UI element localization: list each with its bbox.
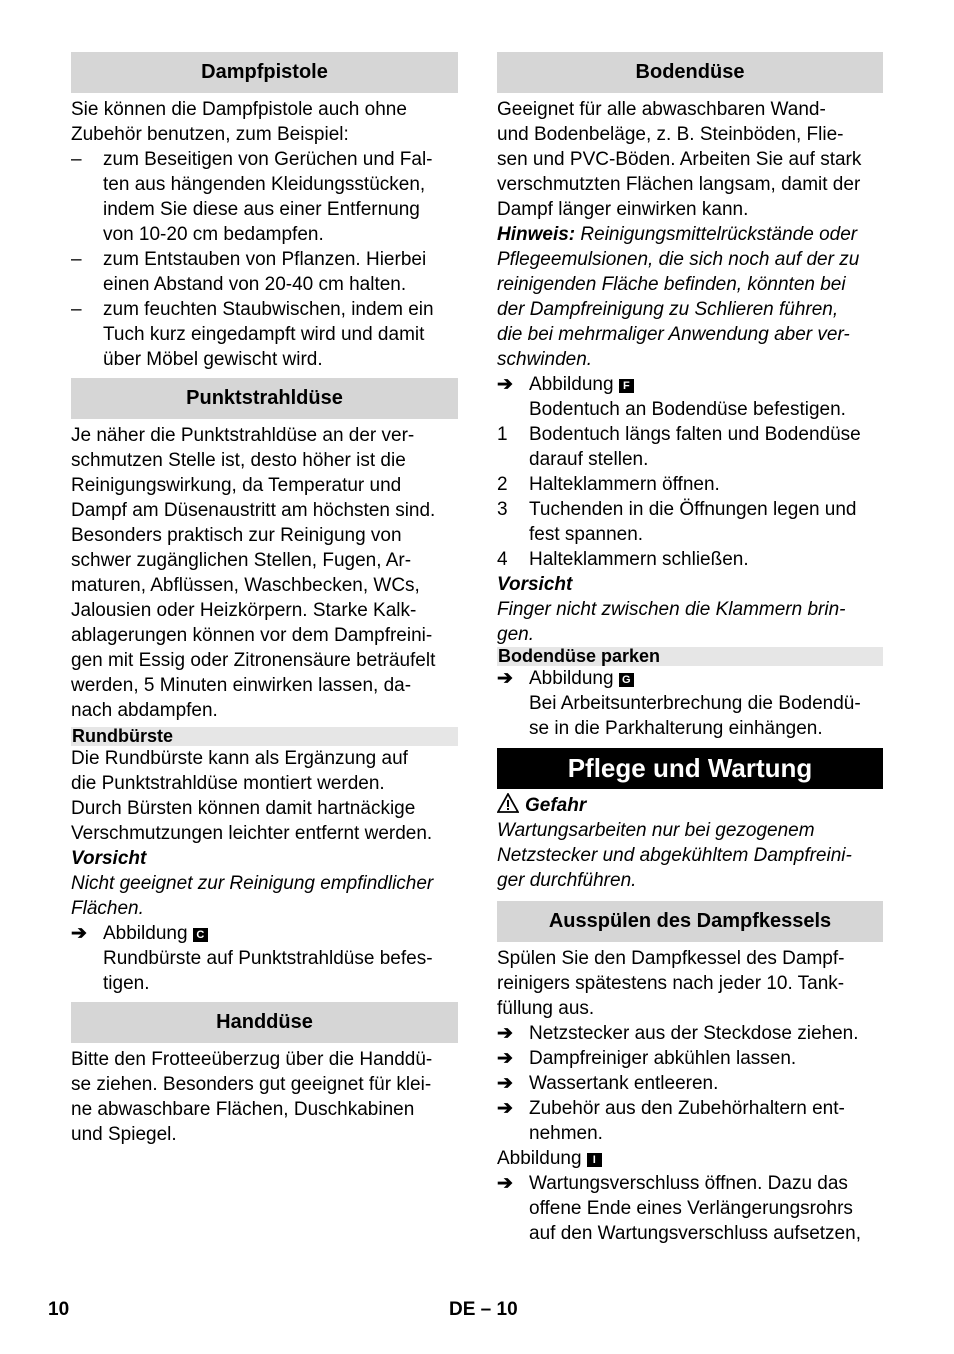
arrow-item	[497, 1046, 883, 1071]
figure-reference: Abbildung I	[497, 1146, 883, 1171]
step-item	[497, 472, 883, 497]
text-line: Bodentuch an Bodendüse befestigen.	[529, 399, 846, 420]
text-line: maturen, Abflüssen, Waschbecken, WCs,	[71, 575, 420, 596]
text-line: zum Beseitigen von Gerüchen und Fal-	[103, 149, 433, 170]
text-line: fest spannen.	[529, 524, 644, 545]
dash-bullet: –	[71, 149, 82, 170]
figure-instruction	[497, 372, 883, 422]
text-line: Rundbürste auf Punktstrahldüse befes-	[103, 948, 433, 969]
danger-title: Gefahr	[497, 793, 883, 818]
step-item	[497, 422, 883, 472]
text-line: reinigers spätestens nach jeder 10. Tank-	[497, 973, 845, 994]
figure-reference: Abbildung F	[529, 372, 883, 397]
figure-badge-icon: F	[619, 379, 634, 393]
text-line: Halteklammern schließen.	[529, 549, 749, 570]
text-line: verschmutzten Flächen langsam, damit der	[497, 174, 861, 195]
text-line: sen und PVC-Böden. Arbeiten Sie auf stark	[497, 149, 862, 170]
list-item	[71, 297, 458, 372]
arrow-icon: ➔	[497, 1173, 513, 1194]
figure-badge-icon: G	[619, 673, 634, 687]
arrow-item	[497, 1171, 883, 1246]
text-line: schwer zugänglichen Stellen, Fugen, Ar-	[71, 550, 412, 571]
step-item	[497, 547, 883, 572]
arrow-icon: ➔	[497, 1098, 513, 1119]
text-line: Spülen Sie den Dampfkessel des Dampf-	[497, 948, 845, 969]
left-column	[71, 52, 458, 1147]
text-line: Netzstecker aus der Steckdose ziehen.	[529, 1023, 859, 1044]
text-line: Tuch kurz eingedampft wird und damit	[103, 324, 425, 345]
step-number: 1	[497, 424, 508, 445]
figure-reference: Abbildung G	[529, 666, 883, 691]
text-line: Bodentuch längs falten und Bodendüse	[529, 424, 861, 445]
arrow-item	[497, 1071, 883, 1096]
heading-ausspuelen: Ausspülen des Dampfkessels	[497, 901, 883, 942]
note-line: reinigenden Fläche befinden, könnten bei	[497, 274, 846, 295]
step-number: 4	[497, 549, 508, 570]
figure-badge-icon: C	[193, 928, 208, 942]
text-line: Tuchenden in die Öffnungen legen und	[529, 499, 857, 520]
arrow-icon: ➔	[497, 1048, 513, 1069]
text-line: über Möbel gewischt wird.	[103, 349, 323, 370]
text-line: Durch Bürsten können damit hartnäckige	[71, 798, 416, 819]
text-line: auf den Wartungsverschluss aufsetzen,	[529, 1223, 861, 1244]
danger-text: Netzstecker und abgekühltem Dampfreini-	[497, 845, 852, 866]
warning-triangle-icon	[497, 793, 519, 813]
note-line: Hinweis: Reinigungsmittelrückstände oder	[497, 224, 858, 245]
right-column	[497, 52, 883, 1246]
heading-dampfpistole: Dampfpistole	[71, 52, 458, 93]
text-line: Je näher die Punktstrahldüse an der ver-	[71, 425, 415, 446]
text-line: Halteklammern öffnen.	[529, 474, 720, 495]
text-line: werden, 5 Minuten einwirken lassen, da-	[71, 675, 412, 696]
heading-punktstrahlduese: Punktstrahldüse	[71, 378, 458, 419]
page-label: DE – 10	[449, 1299, 518, 1320]
text-line: se in die Parkhalterung einhängen.	[529, 718, 823, 739]
text-line: Bei Arbeitsunterbrechung die Bodendü-	[529, 693, 861, 714]
arrow-icon: ➔	[497, 668, 513, 689]
text-line: und Bodenbeläge, z. B. Steinböden, Flie-	[497, 124, 844, 145]
arrow-item	[497, 1021, 883, 1046]
list-item	[71, 247, 458, 297]
heading-handduese: Handdüse	[71, 1002, 458, 1043]
step-number: 3	[497, 499, 508, 520]
text-line: offene Ende eines Verlängerungsrohrs	[529, 1198, 853, 1219]
text-line: ne abwaschbare Flächen, Duschkabinen	[71, 1099, 415, 1120]
caution-title: Vorsicht	[497, 574, 573, 595]
text-line: Geeignet für alle abwaschbaren Wand-	[497, 99, 826, 120]
arrow-item	[497, 1096, 883, 1146]
danger-text: ger durchführen.	[497, 870, 637, 891]
heading-rundbuerste: Rundbürste	[71, 727, 458, 746]
text-line: von 10-20 cm bedampfen.	[103, 224, 324, 245]
text-line: Dampf am Düsenaustritt am höchsten sind.	[71, 500, 436, 521]
text-line: se ziehen. Besonders gut geeignet für klei-	[71, 1074, 432, 1095]
text-line: und Spiegel.	[71, 1124, 177, 1145]
note-line: der Dampfreinigung zu Schlieren führen,	[497, 299, 839, 320]
figure-badge-icon: I	[587, 1153, 602, 1167]
text-line: Zubehör benutzen, zum Beispiel:	[71, 124, 349, 145]
caution-text: Flächen.	[71, 898, 144, 919]
step-item	[497, 497, 883, 547]
arrow-icon: ➔	[497, 374, 513, 395]
text-line: Verschmutzungen leichter entfernt werden.	[71, 823, 433, 844]
caution-text: gen.	[497, 624, 534, 645]
arrow-icon: ➔	[71, 923, 87, 944]
heading-bodenduese-parken: Bodendüse parken	[497, 647, 883, 666]
text-line: ten aus hängenden Kleidungsstücken,	[103, 174, 426, 195]
note-line: schwinden.	[497, 349, 593, 370]
text-line: Jalousien oder Heizkörpern. Starke Kalk-	[71, 600, 417, 621]
caution-text: Nicht geeignet zur Reinigung empfindlicher	[71, 873, 434, 894]
text-line: gen mit Essig oder Zitronensäure beträufelt	[71, 650, 436, 671]
list-item	[71, 147, 458, 247]
caution-title: Vorsicht	[71, 848, 147, 869]
text-line: indem Sie diese aus einer Entfernung	[103, 199, 420, 220]
text-line: die Punktstrahldüse montiert werden.	[71, 773, 385, 794]
text-line: Die Rundbürste kann als Ergänzung auf	[71, 748, 408, 769]
note-line: die bei mehrmaliger Anwendung aber ver-	[497, 324, 850, 345]
text-line: Wassertank entleeren.	[529, 1073, 719, 1094]
text-line: Besonders praktisch zur Reinigung von	[71, 525, 402, 546]
text-line: Sie können die Dampfpistole auch ohne	[71, 99, 407, 120]
text-line: Bitte den Frotteeüberzug über die Handdü-	[71, 1049, 433, 1070]
note-line: Pflegeemulsionen, die sich noch auf der zu	[497, 249, 860, 270]
text-line: darauf stellen.	[529, 449, 649, 470]
danger-text: Wartungsarbeiten nur bei gezogenem	[497, 820, 815, 841]
heading-bodenduese: Bodendüse	[497, 52, 883, 93]
text-line: zum Entstauben von Pflanzen. Hierbei	[103, 249, 427, 270]
caution-text: Finger nicht zwischen die Klammern brin-	[497, 599, 846, 620]
note-label: Hinweis:	[497, 224, 576, 245]
text-line: einen Abstand von 20-40 cm halten.	[103, 274, 407, 295]
text-line: Reinigungswirkung, da Temperatur und	[71, 475, 402, 496]
dash-bullet: –	[71, 299, 82, 320]
text-line: Zubehör aus den Zubehörhaltern ent-	[529, 1098, 845, 1119]
text-line: Dampfreiniger abkühlen lassen.	[529, 1048, 797, 1069]
text-line: nehmen.	[529, 1123, 603, 1144]
text-line: tigen.	[103, 973, 150, 994]
text-line: Wartungsverschluss öffnen. Dazu das	[529, 1173, 848, 1194]
text-line: ablagerungen können vor dem Dampfreini-	[71, 625, 433, 646]
figure-instruction	[497, 666, 883, 741]
dash-bullet: –	[71, 249, 82, 270]
text-line: Dampf länger einwirken kann.	[497, 199, 749, 220]
text-line: schmutzen Stelle ist, desto höher ist die	[71, 450, 406, 471]
text-line: nach abdampfen.	[71, 700, 218, 721]
text-line: zum feuchten Staubwischen, indem ein	[103, 299, 434, 320]
step-number: 2	[497, 474, 508, 495]
arrow-icon: ➔	[497, 1073, 513, 1094]
page-number: 10	[48, 1299, 70, 1320]
figure-reference: Abbildung C	[103, 921, 458, 946]
figure-instruction	[71, 921, 458, 996]
text-line: füllung aus.	[497, 998, 595, 1019]
arrow-icon: ➔	[497, 1023, 513, 1044]
chapter-title: Pflege und Wartung	[497, 748, 883, 789]
